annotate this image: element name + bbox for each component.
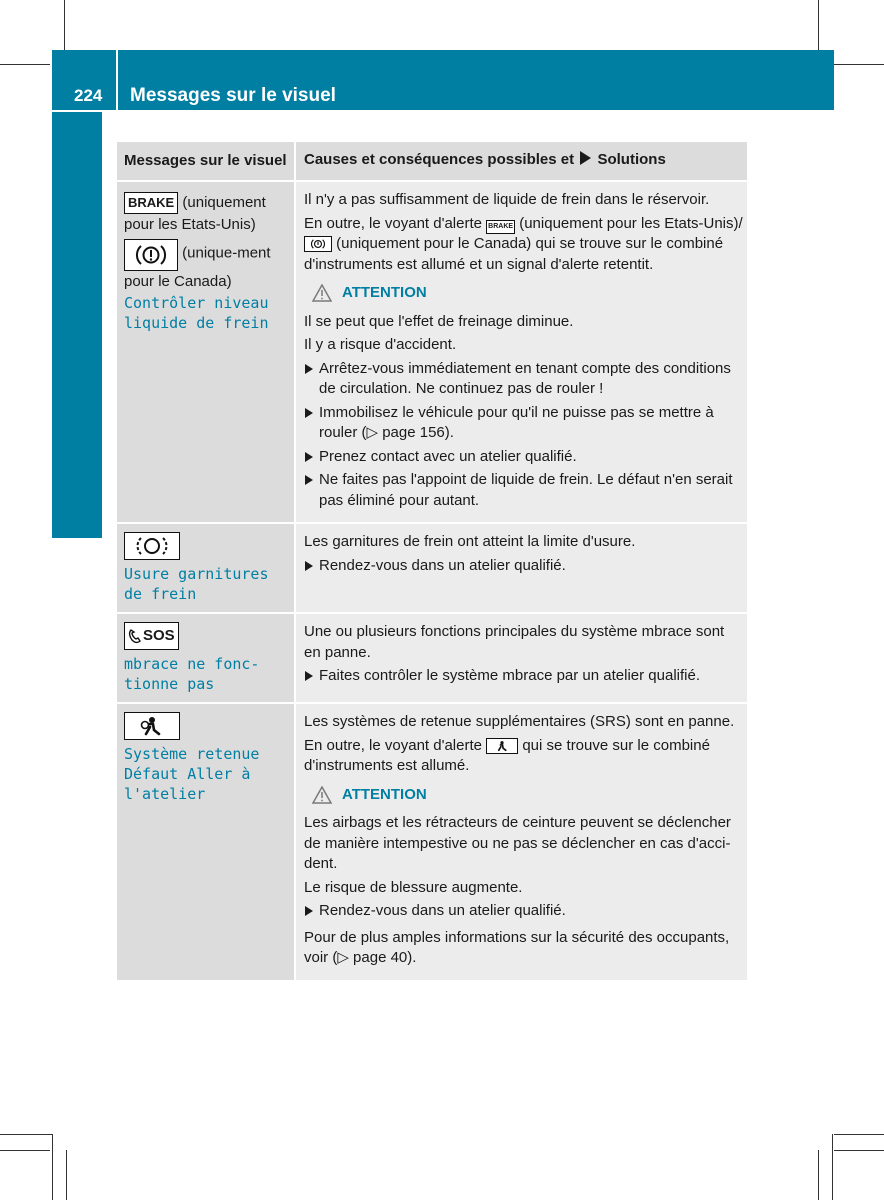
solution-item: Prenez contact avec un atelier qualifié.: [304, 447, 743, 468]
table-row: [117, 614, 747, 704]
warning-text: Il y a risque d'accident.: [304, 336, 457, 353]
warning-text: Les airbags et les rétracteurs de ceinture peuvent se déclencher de manière intempestive ou ne pas se déclencher en cas d'acci-dent.: [304, 814, 731, 872]
table-row: [117, 182, 747, 524]
column-header-solutions-label: Solutions: [597, 151, 666, 168]
solution-item: Rendez-vous dans un atelier qualifié.: [304, 556, 743, 577]
warning-text: Le risque de blessure augmente.: [304, 878, 523, 896]
cause-text: Les garnitures de frein ont atteint la limite d'usure.: [304, 533, 636, 550]
display-message: mbrace ne fonc-tionne pas: [124, 655, 260, 693]
display-message: Usure garnitures de frein: [124, 565, 269, 603]
page-title: Messages sur le visuel: [130, 85, 336, 106]
cause-text-part: En outre, le voyant d'alerte: [304, 214, 482, 232]
attention-label: ATTENTION: [342, 284, 427, 301]
crop-mark: [64, 0, 65, 50]
display-message: Contrôler niveau liquide de frein: [124, 294, 269, 333]
arrow-right-icon: [580, 151, 591, 165]
crop-mark: [834, 64, 884, 65]
column-header-messages: [117, 142, 294, 180]
crop-mark: [0, 1150, 50, 1151]
warning-triangle-icon: [312, 284, 332, 302]
brake-warning-icon: BRAKE: [124, 192, 178, 214]
attention-notice: [312, 785, 743, 806]
page-number: 224: [74, 86, 103, 105]
messages-table: [117, 142, 747, 982]
cause-text-part: (uniquement pour le Canada) qui se trouve sur le combiné d'instruments est allumé et un signal d'alerte retentit.: [304, 235, 724, 273]
causes-cell: [296, 704, 747, 980]
column-header-messages-label: Messages sur le visuel: [124, 152, 287, 169]
crop-mark: [818, 1150, 819, 1200]
message-cell: [117, 614, 294, 702]
cause-text-part: (uniquement pour les Etats-Unis)/: [519, 214, 743, 232]
crop-mark: [834, 1150, 884, 1151]
solution-item: Faites contrôler le système mbrace par un atelier qualifié.: [304, 666, 743, 687]
cause-text: [304, 214, 743, 276]
solution-item: Immobilisez le véhicule pour qu'il ne puisse pas se mettre à rouler (▷ page 156).: [304, 403, 743, 444]
warning-triangle-icon: [312, 786, 332, 804]
warning-text: Il se peut que l'effet de freinage diminue.: [304, 312, 574, 330]
message-cell: [117, 524, 294, 612]
solution-item: Arrêtez-vous immédiatement en tenant compte des conditions de circulation. Ne continuez pas de rouler !: [304, 359, 743, 400]
message-cell: [117, 704, 294, 980]
crop-mark: [52, 1134, 53, 1200]
crop-mark: [832, 1134, 833, 1200]
causes-cell: [296, 614, 747, 702]
solution-item: Ne faites pas l'appoint de liquide de frein. Le défaut n'en serait pas éliminé pour autant.: [304, 470, 743, 511]
sos-icon-label: SOS: [143, 627, 175, 644]
message-note-canada: (unique-ment pour le Canada): [124, 244, 271, 291]
causes-cell: [296, 524, 747, 612]
airbag-icon: [124, 712, 180, 740]
crop-mark: [0, 64, 50, 65]
solution-item: Rendez-vous dans un atelier qualifié.: [304, 901, 743, 922]
crop-mark: [66, 1150, 67, 1200]
crop-mark: [834, 1134, 884, 1135]
sos-phone-icon: [124, 622, 179, 650]
cause-text: Il n'y a pas suffisamment de liquide de frein dans le réservoir.: [304, 191, 710, 208]
attention-label: ATTENTION: [342, 785, 427, 803]
table-row: [117, 704, 747, 982]
cause-text: Une ou plusieurs fonctions principales du système mbrace sont en panne.: [304, 623, 725, 661]
brake-circle-icon: [304, 236, 332, 252]
causes-cell: [296, 182, 747, 522]
chapter-title: Ordinateur de bord et affichages: [66, 181, 88, 490]
cause-text-part: qui se trouve sur le combiné d'instruments est allumé.: [304, 736, 710, 774]
crop-mark: [818, 0, 819, 50]
cause-text: Les systèmes de retenue supplémentaires (SRS) sont en panne.: [304, 713, 735, 730]
cause-text-part: En outre, le voyant d'alerte: [304, 736, 482, 754]
brake-pad-wear-icon: [124, 532, 180, 560]
airbag-icon: [486, 738, 518, 754]
brake-warning-icon: BRAKE: [486, 220, 515, 234]
table-header-row: [117, 142, 747, 182]
display-message: Système retenue Défaut Aller à l'atelier: [124, 745, 260, 803]
cause-text: [304, 736, 743, 777]
reference-text: Pour de plus amples informations sur la sécurité des occupants, voir (▷ page 40).: [304, 928, 730, 966]
crop-mark: [0, 1134, 52, 1135]
message-cell: [117, 182, 294, 522]
table-row: [117, 524, 747, 614]
column-header-causes-label: Causes et conséquences possibles et: [304, 151, 575, 168]
brake-circle-icon: [124, 239, 178, 271]
column-header-causes: [296, 142, 747, 180]
message-note-usa: (uniquement pour les Etats-Unis): [124, 194, 266, 234]
attention-notice: [312, 283, 743, 304]
